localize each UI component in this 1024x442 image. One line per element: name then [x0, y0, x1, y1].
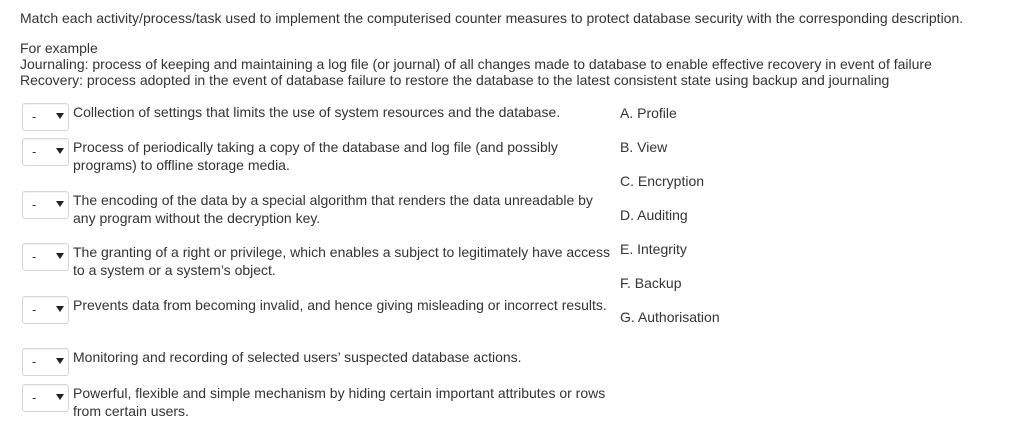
select-value: -	[32, 390, 37, 405]
caret-down-icon	[56, 148, 64, 154]
example-line-journaling: Journaling: process of keeping and maintaining a log file (or journal) of all changes made to database to enable effective recovery in event of failure	[20, 56, 932, 72]
answer-select-2[interactable]	[22, 138, 69, 166]
answer-select-6[interactable]	[22, 348, 69, 376]
caret-down-icon	[56, 358, 64, 364]
option-f: F. Backup	[620, 275, 682, 291]
answer-select-7[interactable]	[22, 384, 69, 412]
row-description: Powerful, flexible and simple mechanism by hiding certain important attributes or rows from certain users.	[73, 385, 606, 419]
caret-down-icon	[56, 306, 64, 312]
option-d: D. Auditing	[620, 207, 688, 223]
select-value: -	[32, 144, 37, 159]
example-block	[20, 40, 1010, 88]
match-row-4	[22, 243, 622, 279]
option-e: E. Integrity	[620, 241, 687, 257]
answer-select-5[interactable]	[22, 296, 69, 324]
answer-select-4[interactable]	[22, 243, 69, 271]
match-row-1	[22, 103, 622, 131]
example-line-recovery: Recovery: process adopted in the event of database failure to restore the database to the latest consistent state using backup and journaling	[20, 72, 890, 88]
row-description: Process of periodically taking a copy of the database and log file (and possibly programs) to offline storage media.	[73, 139, 558, 173]
row-description: Prevents data from becoming invalid, and hence giving misleading or incorrect results.	[73, 297, 607, 313]
answer-select-1[interactable]	[22, 103, 69, 131]
match-row-7	[22, 384, 622, 420]
match-row-2	[22, 138, 622, 174]
caret-down-icon	[56, 394, 64, 400]
row-description: The encoding of the data by a special algorithm that renders the data unreadable by any program without the decryption key.	[73, 192, 593, 226]
select-value: -	[32, 249, 37, 264]
answer-select-3[interactable]	[22, 191, 69, 219]
select-value: -	[32, 197, 37, 212]
row-description: Monitoring and recording of selected users’ suspected database actions.	[73, 349, 522, 365]
row-description: Collection of settings that limits the use of system resources and the database.	[73, 104, 561, 120]
option-b: B. View	[620, 139, 668, 155]
match-row-5	[22, 296, 622, 324]
question-text: Match each activity/process/task used to implement the computerised counter measures to protect database security with the corresponding description.	[20, 10, 964, 26]
select-value: -	[32, 302, 37, 317]
select-value: -	[32, 109, 37, 124]
option-c: C. Encryption	[620, 173, 705, 189]
match-row-3	[22, 191, 622, 227]
select-value: -	[32, 354, 37, 369]
caret-down-icon	[56, 113, 64, 119]
option-g: G. Authorisation	[620, 309, 720, 325]
match-row-6	[22, 348, 622, 376]
row-description: The granting of a right or privilege, which enables a subject to legitimately have access to a system or a system’s object.	[73, 244, 610, 278]
example-heading: For example	[20, 40, 98, 56]
caret-down-icon	[56, 253, 64, 259]
caret-down-icon	[56, 201, 64, 207]
option-a: A. Profile	[620, 105, 677, 121]
